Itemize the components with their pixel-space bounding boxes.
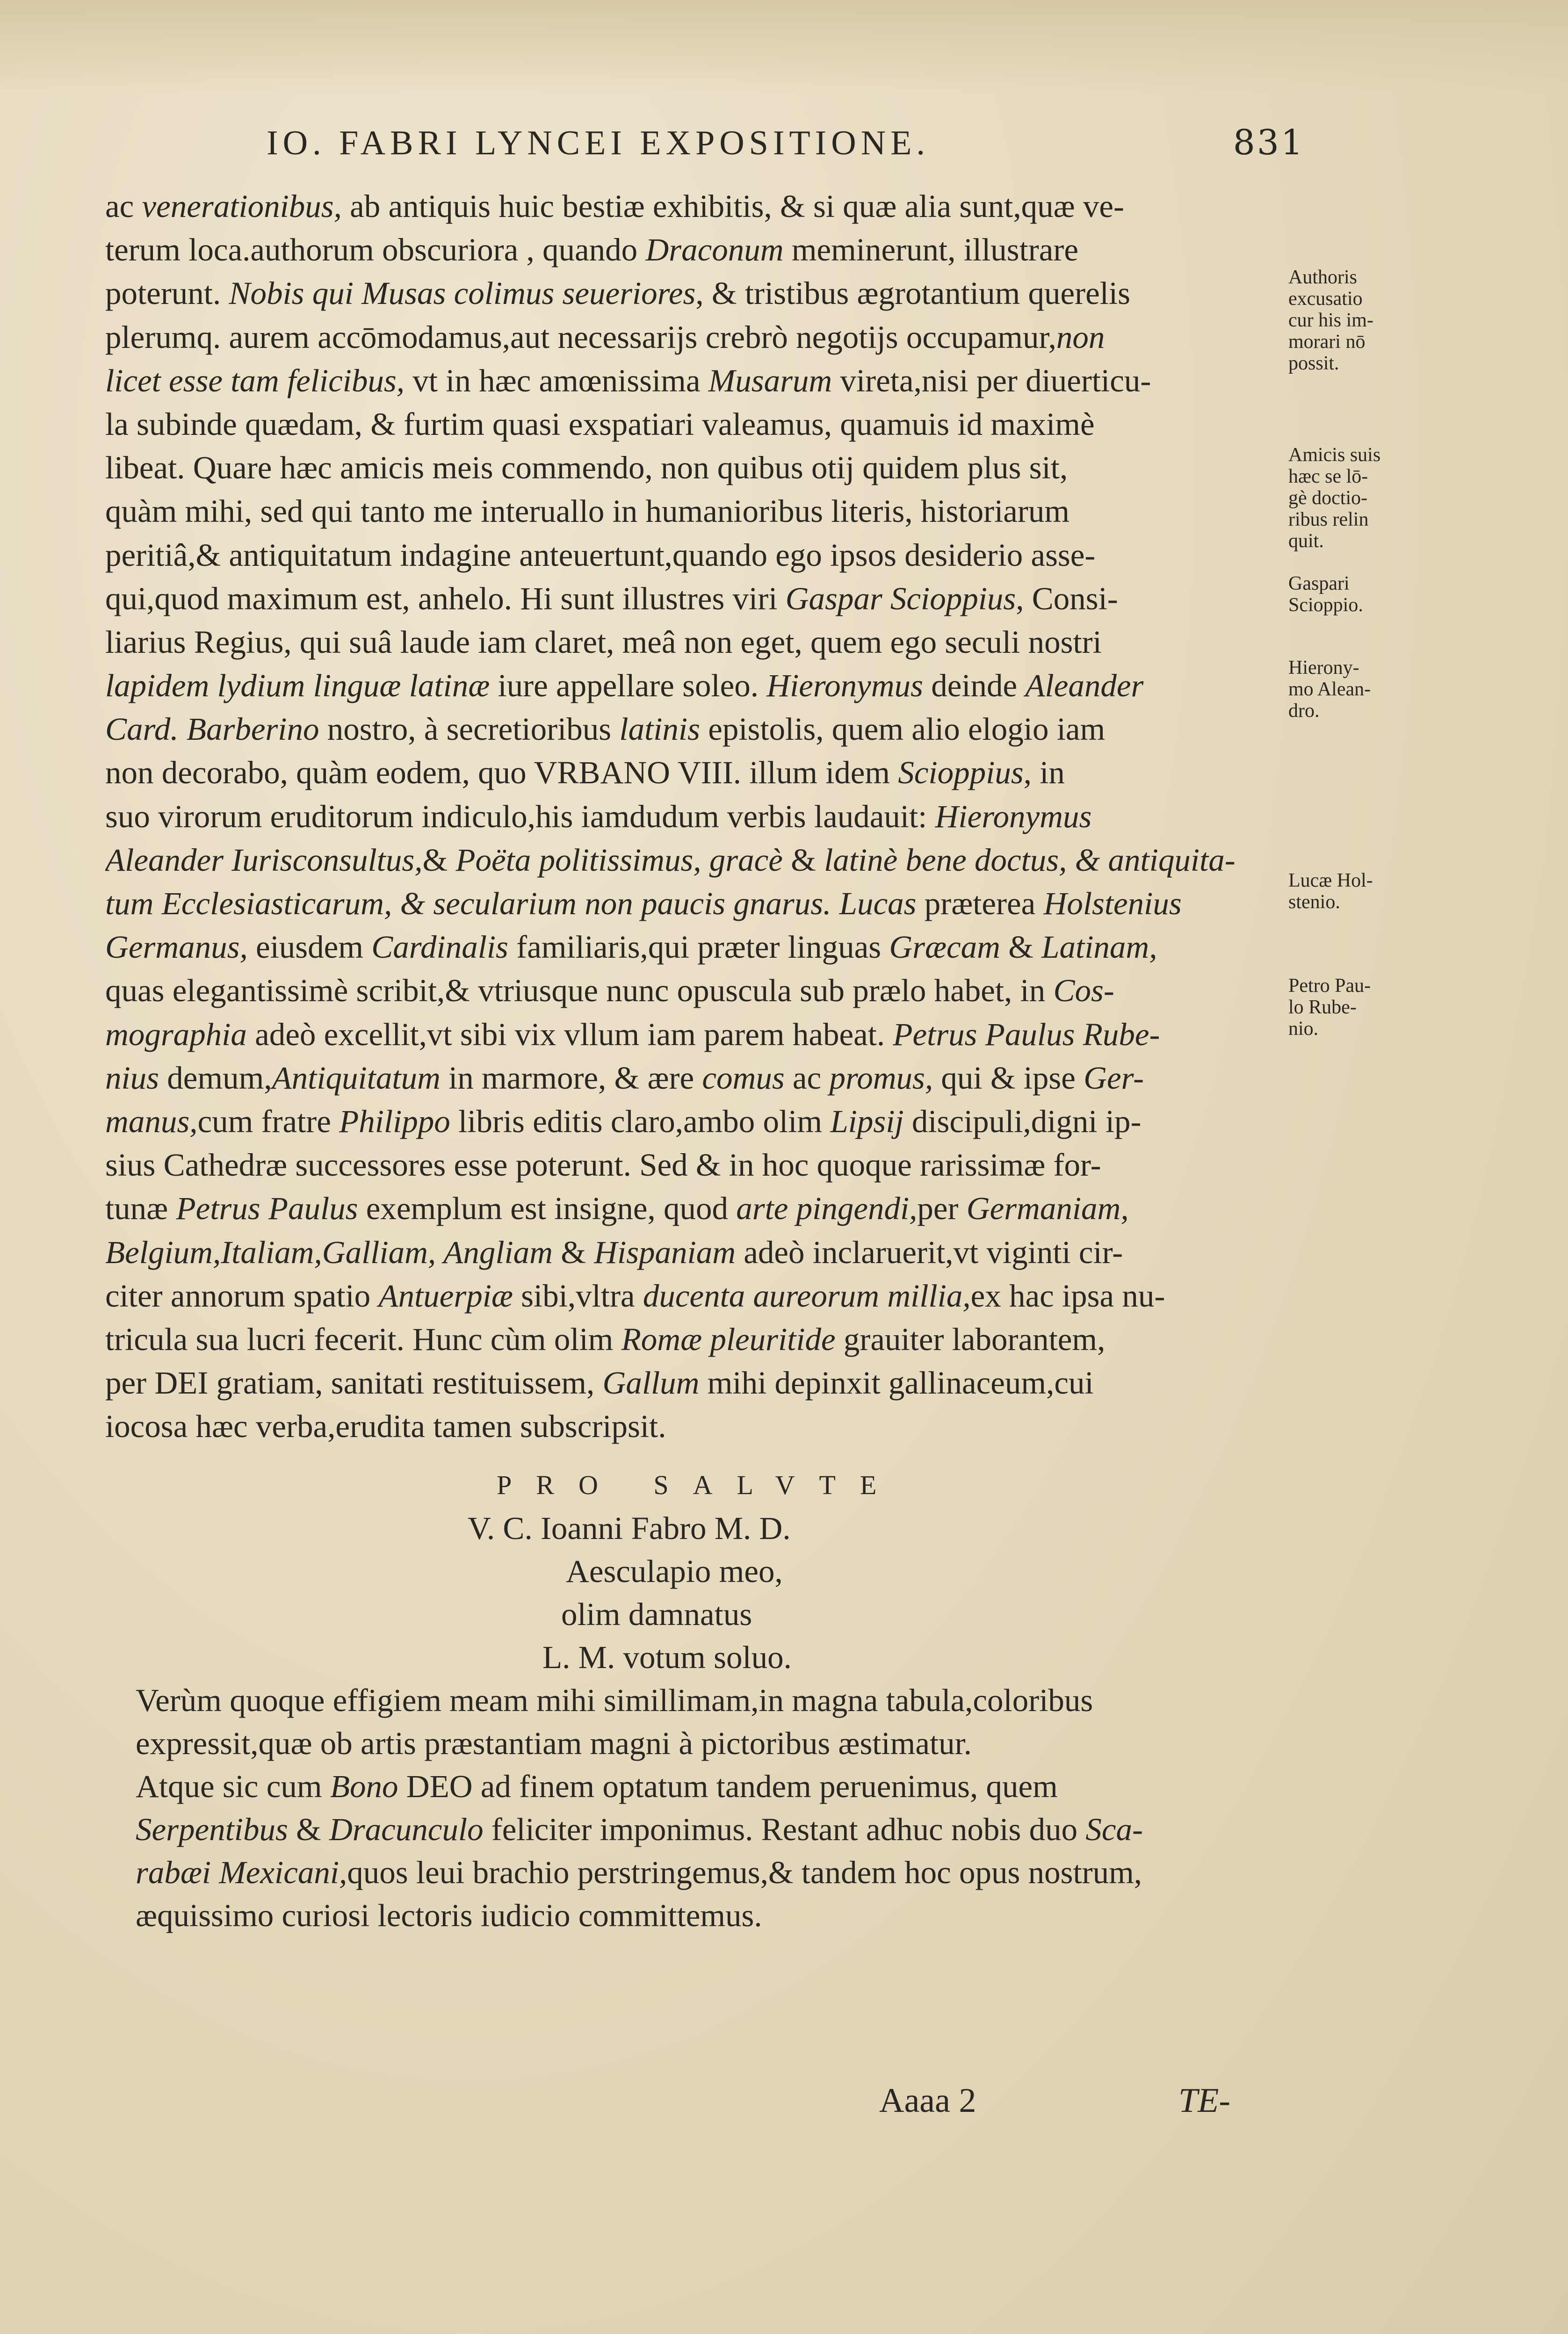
italic-run: Græcam (889, 929, 1000, 965)
text-line (105, 1056, 1291, 1100)
text-line (105, 708, 1291, 751)
text-line (136, 1851, 1314, 1894)
text-run: & (288, 1812, 329, 1847)
text-line (105, 403, 1291, 446)
italic-run: Germanus, (105, 929, 248, 965)
text-line (105, 925, 1291, 969)
margin-note-hieronymo (1288, 657, 1415, 722)
text-run: feliciter imponimus. Restant adhuc nobis duo (483, 1812, 1086, 1847)
text-run: in marmore, & ære (440, 1060, 702, 1096)
margin-note-petro (1288, 975, 1415, 1040)
text-run: tunæ (105, 1191, 176, 1227)
margin-note-gaspari (1288, 573, 1415, 616)
italic-run: Cos- (1053, 973, 1114, 1009)
text-run: libeat. Quare hæc amicis meis commendo, non quibus otij quidem plus sit, (105, 450, 1068, 486)
italic-run: Germaniam, (966, 1191, 1129, 1227)
italic-run: Musarum (708, 362, 832, 398)
text-run: epistolis, quem alio elogio iam (700, 711, 1106, 747)
italic-run: Antuerpiæ (378, 1278, 513, 1314)
margin-note-line: dro. (1288, 700, 1320, 722)
italic-run: Hieronymus (766, 668, 923, 704)
text-run: citer annorum spatio (105, 1278, 379, 1314)
text-line (105, 621, 1291, 664)
text-run: exemplum est insigne, quod (358, 1191, 737, 1227)
text-run: ex hac ipsa nu- (970, 1278, 1165, 1314)
text-run (831, 886, 839, 921)
text-line (105, 490, 1291, 533)
italic-run: non (1056, 319, 1105, 355)
margin-note-line: Lucæ Hol- (1288, 870, 1373, 891)
text-run: & (553, 1234, 594, 1270)
text-run: DEO ad finem optatum tandem peruenimus, quem (398, 1769, 1058, 1804)
italic-run: Bono (330, 1769, 398, 1804)
text-run: & (782, 842, 824, 878)
text-run: qui & ipse (933, 1060, 1084, 1096)
text-line (105, 664, 1291, 708)
text-run: non decorabo, quàm eodem, quo VRBANO VIII. illum idem (105, 755, 898, 791)
italic-run: Scioppius (898, 755, 1024, 791)
italic-run: tum Ecclesiasticarum, & secularium non paucis gnarus. (105, 886, 831, 921)
italic-run: Lipsij (830, 1103, 904, 1139)
margin-note-line: stenio. (1288, 891, 1340, 913)
italic-run: Aleander (1025, 668, 1144, 704)
running-header (267, 123, 1305, 174)
text-line (105, 751, 1291, 795)
text-run: per DEI gratiam, sanitati restituissem, (105, 1365, 603, 1401)
margin-note-line: morari nō (1288, 331, 1366, 353)
inscription-title: PRO SALVTE (497, 1470, 901, 1500)
text-run: discipuli,digni ip- (903, 1103, 1142, 1139)
votive-inscription (468, 1464, 1029, 1679)
text-run: grauiter laborantem, (835, 1321, 1106, 1357)
text-run: terum loca.authorum obscuriora , quando (105, 232, 646, 268)
signature-mark: Aaaa 2 (879, 2081, 976, 2120)
text-line (136, 1679, 1314, 1722)
text-run: ac (105, 188, 142, 224)
text-line (105, 272, 1291, 315)
text-run: Verùm quoque effigiem meam mihi simillimam,in magna tabula,coloribus (136, 1683, 1093, 1718)
italic-run: promus, (829, 1060, 933, 1096)
text-line (105, 1274, 1291, 1318)
italic-run: Philippo (339, 1103, 450, 1139)
text-line (105, 1231, 1291, 1274)
text-line (136, 1765, 1314, 1808)
margin-note-line: Amicis suis (1288, 444, 1381, 466)
margin-note-line: lo Rube- (1288, 997, 1357, 1018)
text-run: ab antiquis huic bestiæ exhibitis, & si quæ alia sunt,quæ ve- (341, 188, 1124, 224)
italic-run: Ger- (1084, 1060, 1144, 1096)
margin-note-line: Scioppio. (1288, 594, 1363, 616)
text-run: sius Cathedræ successores esse poterunt. Sed & in hoc quoque rarissimæ for- (105, 1147, 1101, 1183)
text-line (105, 1405, 1291, 1448)
text-run: demum, (159, 1060, 272, 1096)
text-line (105, 228, 1291, 272)
text-line (105, 359, 1291, 403)
text-line (105, 795, 1291, 838)
italic-run: arte pingendi, (736, 1191, 918, 1227)
text-run: la subinde quædam, & furtim quasi exspatiari valeamus, quamuis id maximè (105, 406, 1095, 442)
text-run: expressit,quæ ob artis præstantiam magni à pictoribus æstimatur. (136, 1726, 972, 1761)
text-line (105, 446, 1291, 490)
page-number: 831 (1233, 123, 1305, 163)
italic-run: manus, (105, 1103, 198, 1139)
italic-run: latinis (619, 711, 700, 747)
italic-run: Cardinalis (371, 929, 508, 965)
text-line (105, 838, 1291, 882)
italic-run: Petrus Paulus (176, 1191, 358, 1227)
italic-run: Poëta politissimus, gracè (455, 842, 783, 878)
main-text-block (105, 185, 1291, 1448)
text-line (105, 1318, 1291, 1361)
italic-run: Card. Barberino (105, 711, 319, 747)
text-run: tricula sua lucri fecerit. Hunc cùm olim (105, 1321, 621, 1357)
text-line (105, 534, 1291, 577)
text-run: plerumq. aurem accōmodamus,aut necessarijs crebrò negotijs occupamur, (105, 319, 1056, 355)
italic-run: rabæi Mexicani, (136, 1855, 347, 1890)
margin-note-line: possit. (1288, 353, 1339, 374)
text-run: suo virorum eruditorum indiculo,his iamdudum verbis laudauit: (105, 798, 935, 834)
text-run: ac (784, 1060, 830, 1096)
running-title: IO. FABRI LYNCEI EXPOSITIONE. (267, 124, 930, 162)
text-run: familiaris,qui præter linguas (508, 929, 889, 965)
text-line (105, 185, 1291, 228)
text-run: sibi,vltra (513, 1278, 643, 1314)
italic-run: Hieronymus (935, 798, 1092, 834)
text-run: quos leui brachio perstringemus,& tandem hoc opus nostrum, (347, 1855, 1142, 1890)
text-run: per (917, 1191, 967, 1227)
inscription-line: L. M. votum soluo. (542, 1640, 792, 1675)
text-run: adeò inclaruerit,vt viginti cir- (736, 1234, 1123, 1270)
italic-run: comus (702, 1060, 785, 1096)
text-run: vt in hæc amœnissima (405, 362, 708, 398)
text-run: libris editis claro,ambo olim (450, 1103, 831, 1139)
text-line (105, 1143, 1291, 1187)
inscription-line: olim damnatus (561, 1597, 752, 1632)
italic-run: Romæ pleuritide (621, 1321, 836, 1357)
text-run: , Consi- (1016, 580, 1118, 616)
margin-note-lucae (1288, 870, 1415, 913)
text-run: meminerunt, illustrare (783, 232, 1078, 268)
italic-run: Antiquitatum (272, 1060, 441, 1096)
margin-note-line: nio. (1288, 1018, 1319, 1040)
italic-run: latinè bene doctus, & antiquita- (824, 842, 1236, 878)
text-line (105, 969, 1291, 1012)
text-run: quàm mihi, sed qui tanto me interuallo in humanioribus literis, historiarum (105, 493, 1070, 529)
text-run: præterea (916, 886, 1044, 921)
text-run: adeò excellit,vt sibi vix vllum iam parem habeat. (246, 1016, 893, 1052)
text-run: iure appellare soleo. (490, 668, 767, 704)
page-edge-shading (0, 0, 1568, 94)
margin-note-line: ribus relin (1288, 509, 1369, 530)
italic-run: Nobis qui Musas colimus seueriores (229, 275, 696, 311)
text-line (105, 577, 1291, 621)
margin-note-line: mo Alean- (1288, 679, 1371, 700)
italic-run: Serpentibus (136, 1812, 288, 1847)
italic-run: Petrus Paulus Rube- (893, 1016, 1160, 1052)
italic-run: Gallum (602, 1365, 700, 1401)
text-run: eiusdem (247, 929, 372, 965)
margin-note-line: Hierony- (1288, 657, 1359, 679)
text-run: & (422, 842, 456, 878)
text-run: deinde (923, 668, 1026, 704)
italic-run: licet esse tam felicibus, (105, 362, 405, 398)
inscription-line: Aesculapio meo, (566, 1554, 783, 1589)
margin-note-line: hæc se lō- (1288, 466, 1368, 487)
italic-run: venerationibus, (142, 188, 342, 224)
margin-note-line: Petro Pau- (1288, 975, 1371, 997)
text-line (105, 1361, 1291, 1405)
text-run: quas elegantissimè scribit,& vtriusque nunc opuscula sub prælo habet, in (105, 973, 1054, 1009)
italic-run: Gaspar Scioppius (785, 580, 1016, 616)
text-run: qui,quod maximum est, anhelo. Hi sunt illustres viri (105, 580, 786, 616)
margin-note-line: quit. (1288, 530, 1324, 552)
text-run: vireta,nisi per diuerticu- (832, 362, 1151, 398)
catchword: TE- (1178, 2081, 1230, 2120)
margin-note-line: Gaspari (1288, 573, 1350, 594)
text-run: cum fratre (197, 1103, 340, 1139)
closing-paragraphs (136, 1679, 1314, 1937)
italic-run: Belgium,Italiam,Galliam, Angliam (105, 1234, 553, 1270)
margin-note-authoris (1288, 267, 1415, 374)
margin-note-amicis (1288, 444, 1415, 552)
italic-run: mographia (105, 1016, 247, 1052)
text-run: mihi depinxit gallinaceum,cui (699, 1365, 1094, 1401)
text-line (136, 1722, 1314, 1765)
text-line (105, 1013, 1291, 1056)
text-run: Atque sic cum (136, 1769, 330, 1804)
text-run: nostro, à secretioribus (319, 711, 620, 747)
text-run: , in (1023, 755, 1065, 791)
text-run: iocosa hæc verba,erudita tamen subscripsit. (105, 1409, 666, 1445)
text-run: peritiâ,& antiquitatum indagine anteuertunt,quando ego ipsos desiderio asse- (105, 537, 1096, 573)
italic-run: Latinam, (1041, 929, 1157, 965)
text-line (136, 1808, 1314, 1851)
margin-note-line: excusatio (1288, 288, 1363, 310)
text-run: æquissimo curiosi lectoris iudicio committemus. (136, 1898, 762, 1933)
text-line (105, 882, 1291, 925)
text-line (105, 316, 1291, 359)
italic-run: Draconum (645, 232, 784, 268)
text-run: , & tristibus ægrotantium querelis (695, 275, 1130, 311)
italic-run: Holstenius (1043, 886, 1182, 921)
italic-run: lapidem lydium linguæ latinæ (105, 668, 490, 704)
italic-run: Dracunculo (329, 1812, 484, 1847)
italic-run: Hispaniam (594, 1234, 736, 1270)
text-line (136, 1894, 1314, 1937)
margin-note-line: gè doctio- (1288, 487, 1368, 509)
text-line (105, 1100, 1291, 1143)
italic-run: ducenta aureorum millia, (643, 1278, 971, 1314)
italic-run: Aleander Iurisconsultus, (105, 842, 423, 878)
italic-run: Sca- (1085, 1812, 1143, 1847)
italic-run: nius (105, 1060, 159, 1096)
italic-run: Lucas (839, 886, 917, 921)
margin-note-line: cur his im- (1288, 310, 1373, 331)
text-run: poterunt. (105, 275, 229, 311)
margin-note-line: Authoris (1288, 267, 1357, 288)
text-run: & (1000, 929, 1042, 965)
text-run: liarius Regius, qui suâ laude iam claret, meâ non eget, quem ego seculi nostri (105, 624, 1102, 660)
text-line (105, 1187, 1291, 1230)
inscription-line: V. C. Ioanni Fabro M. D. (468, 1510, 791, 1546)
